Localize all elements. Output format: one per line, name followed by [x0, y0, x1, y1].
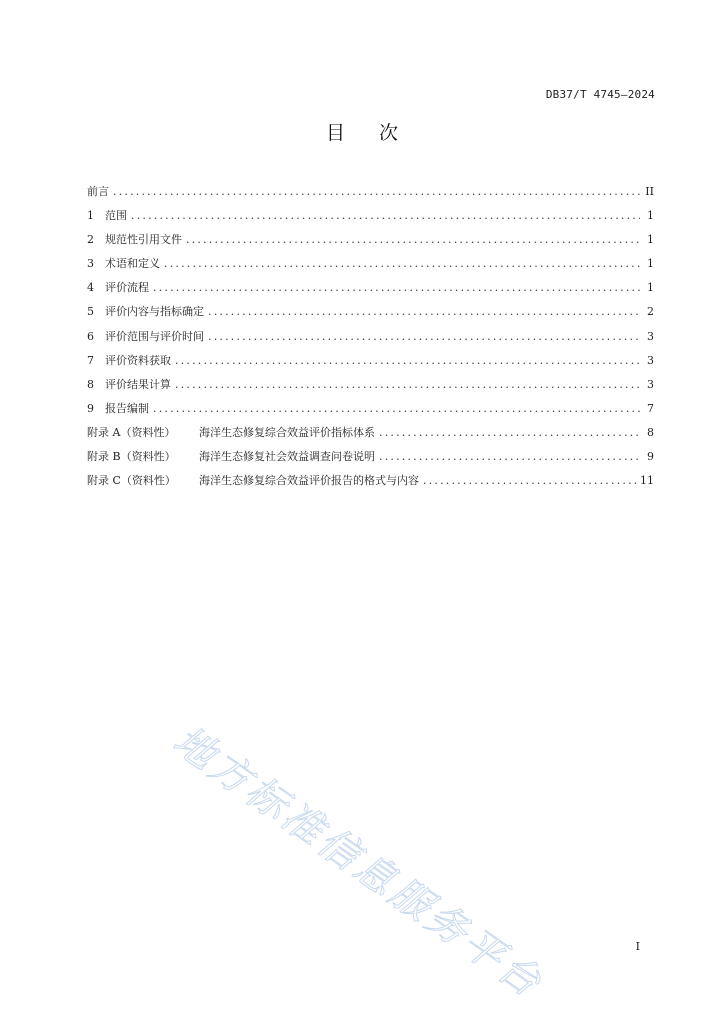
toc-entry-7[interactable]	[87, 349, 654, 373]
toc-page-number: 8	[647, 425, 654, 439]
appendix-label: 附录 A（资料性）	[87, 425, 176, 439]
dot-leader	[175, 349, 640, 373]
dot-leader	[153, 276, 640, 300]
dot-leader	[153, 397, 640, 421]
dot-leader	[208, 300, 640, 324]
toc-entry-title: 评价流程	[105, 281, 149, 295]
toc-page-number: 2	[647, 305, 654, 319]
toc-entry-title: 海洋生态修复综合效益评价指标体系	[199, 425, 375, 439]
toc-entry-2[interactable]	[87, 228, 654, 252]
toc-entry-number: 2	[87, 233, 94, 247]
toc-entry-title: 规范性引用文件	[105, 233, 182, 247]
toc-entry-title: 范围	[105, 209, 127, 223]
toc-entry-title: 术语和定义	[105, 257, 160, 271]
table-of-contents	[87, 180, 654, 493]
toc-page-number: 1	[647, 233, 654, 247]
dot-leader	[175, 373, 640, 397]
toc-entry-title: 评价资料获取	[105, 353, 171, 367]
page-title: 目次	[325, 122, 432, 144]
page-number: I	[635, 940, 640, 953]
toc-page-number: 3	[647, 377, 654, 391]
toc-entry-title: 报告编制	[105, 401, 149, 415]
toc-entry-number: 5	[87, 305, 94, 319]
toc-entry-1[interactable]	[87, 204, 654, 228]
dot-leader	[208, 325, 640, 349]
toc-entry-6[interactable]	[87, 325, 654, 349]
toc-entry-title: 评价范围与评价时间	[105, 329, 204, 343]
toc-entry-title: 海洋生态修复综合效益评价报告的格式与内容	[199, 474, 419, 488]
toc-entry-title: 评价结果计算	[105, 377, 171, 391]
toc-entry-appendix-a[interactable]	[87, 421, 654, 445]
toc-entry-4[interactable]	[87, 276, 654, 300]
dot-leader	[131, 204, 640, 228]
toc-page-number: 1	[647, 257, 654, 271]
toc-entry-number: 8	[87, 377, 94, 391]
toc-entry-title: 前言	[87, 185, 109, 198]
toc-entry-3[interactable]	[87, 252, 654, 276]
toc-entry-9[interactable]	[87, 397, 654, 421]
dot-leader	[186, 228, 640, 252]
toc-entry-preface[interactable]	[87, 180, 654, 204]
appendix-label: 附录 C（资料性）	[87, 474, 176, 488]
toc-entry-number: 4	[87, 281, 94, 295]
toc-page-number: 1	[647, 281, 654, 295]
toc-entry-number: 9	[87, 401, 94, 415]
toc-entry-number: 7	[87, 353, 94, 367]
dot-leader	[423, 469, 636, 493]
toc-entry-number: 3	[87, 257, 94, 271]
toc-page-number: 3	[647, 353, 654, 367]
toc-page-number: 9	[647, 450, 654, 464]
toc-entry-number: 1	[87, 209, 94, 223]
toc-page-number: 11	[640, 474, 654, 488]
toc-entry-title: 评价内容与指标确定	[105, 305, 204, 319]
toc-entry-5[interactable]	[87, 300, 654, 324]
dot-leader	[113, 180, 640, 204]
toc-entry-appendix-c[interactable]	[87, 469, 654, 493]
document-code: DB37/T 4745—2024	[545, 88, 655, 101]
toc-page-number: 1	[647, 209, 654, 223]
appendix-label: 附录 B（资料性）	[87, 450, 176, 464]
watermark: 地方标准信息服务平台	[164, 717, 552, 1008]
dot-leader	[379, 445, 640, 469]
toc-page-number: II	[645, 185, 654, 198]
toc-entry-title: 海洋生态修复社会效益调查问卷说明	[199, 450, 375, 464]
dot-leader	[164, 252, 640, 276]
toc-page-number: 3	[647, 329, 654, 343]
toc-page-number: 7	[647, 401, 654, 415]
toc-entry-appendix-b[interactable]	[87, 445, 654, 469]
dot-leader	[379, 421, 640, 445]
toc-entry-8[interactable]	[87, 373, 654, 397]
toc-entry-number: 6	[87, 329, 94, 343]
